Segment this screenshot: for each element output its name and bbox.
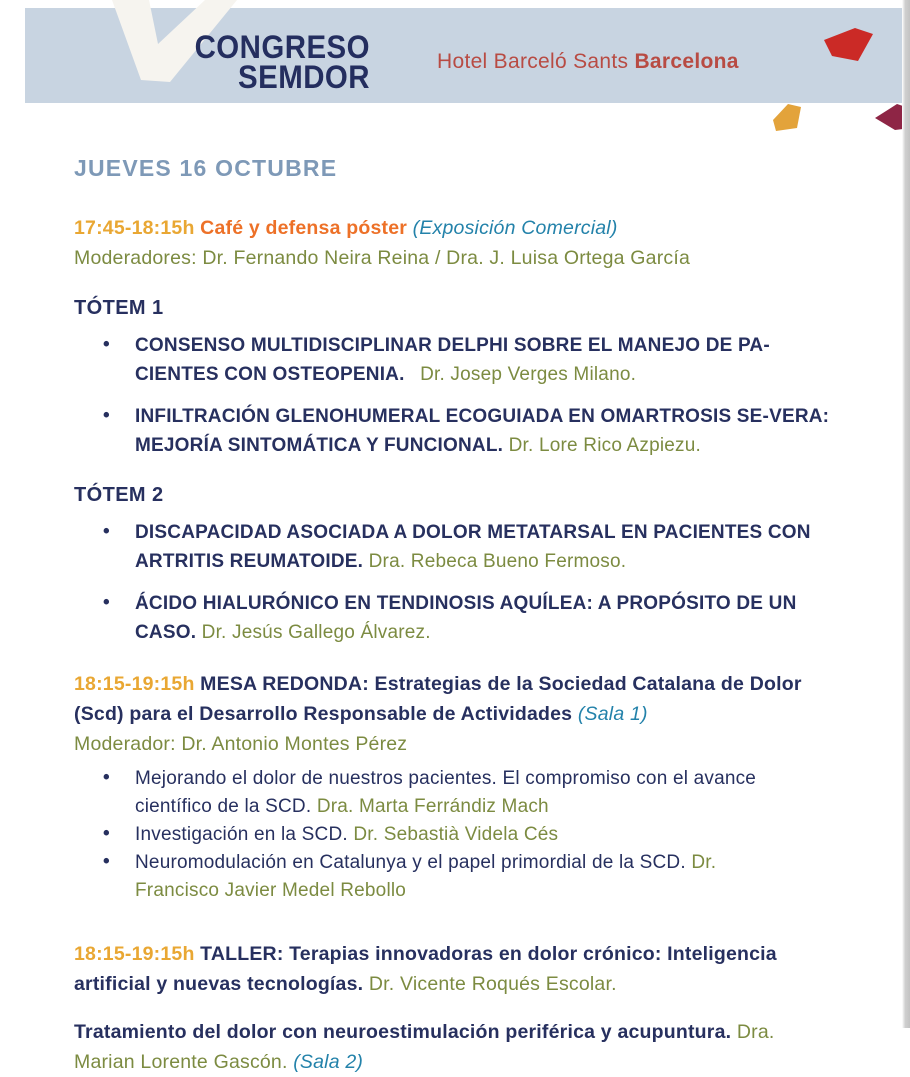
agenda-item (74, 589, 846, 647)
item-title: DISCAPACIDAD ASOCIADA A DOLOR METATARSAL EN PACIENTES CON ARTRITIS REUMATOIDE. (135, 522, 811, 572)
item-title: INFILTRACIÓN GLENOHUMERAL ECOGUIADA EN OMARTROSIS SE-VERA: MEJORÍA SINTOMÁTICA Y FUNCIONAL. (135, 406, 830, 456)
session-room: (Sala 2) (293, 1051, 364, 1073)
bullet-icon: • (103, 767, 110, 788)
confetti-red-icon (822, 27, 874, 63)
bullet-icon: • (103, 823, 110, 844)
session-location: (Exposición Comercial) (412, 217, 618, 239)
session-taller (74, 939, 839, 999)
item-speaker: Dr. Lore Rico Azpiezu. (508, 435, 701, 456)
totem-2-items (74, 518, 846, 647)
totem-2-heading: TÓTEM 2 (74, 484, 164, 506)
mesa-items (74, 765, 819, 905)
session-speaker: Dr. Vicente Roqués Escolar. (368, 973, 617, 995)
item-title: ÁCIDO HIALURÓNICO EN TENDINOSIS AQUÍLEA: A PROPÓSITO DE UN CASO. (135, 593, 797, 643)
venue-hotel: Hotel Barceló Sants (437, 50, 635, 73)
session-title-line (74, 939, 839, 999)
section-totem-1 (74, 297, 846, 460)
totem-1-items (74, 331, 846, 460)
session-title-line (74, 213, 846, 243)
agenda-item (74, 518, 846, 576)
bullet-icon: • (103, 405, 110, 426)
session-title: TALLER: Terapias innovadoras en dolor crónico: Inteligencia artificial y nuevas tecnologías. (74, 943, 777, 995)
section-totem-2 (74, 484, 846, 647)
bullet-icon: • (103, 851, 110, 872)
item-title: Neuromodulación en Catalunya y el papel primordial de la SCD. (135, 852, 692, 873)
confetti-maroon-icon (875, 103, 903, 131)
session-title: MESA REDONDA: Estrategias de la Sociedad Catalana de Dolor (Scd) para el Desarrollo Responsable de Actividades (74, 673, 802, 725)
item-title: CONSENSO MULTIDISCIPLINAR DELPHI SOBRE EL MANEJO DE PA-CIENTES CON OSTEOPENIA. (135, 335, 770, 385)
session-title-line (74, 669, 819, 729)
item-speaker: Dra. Marta Ferrándiz Mach (316, 796, 549, 817)
program-content (74, 155, 846, 1077)
confetti-gold-icon (771, 103, 803, 132)
page-edge (902, 0, 910, 1028)
session-time: 18:15-19:15h (74, 943, 201, 965)
item-title: Investigación en la SCD. (135, 824, 354, 845)
session-title: Café y defensa póster (200, 217, 413, 239)
item-speaker: Dr. Josep Verges Milano. (420, 364, 637, 385)
session-time: 17:45-18:15h (74, 217, 201, 239)
bullet-icon: • (103, 592, 110, 613)
item-title: Mejorando el dolor de nuestros pacientes. El compromiso con el avance científico de la SCD. (135, 768, 757, 817)
header-band (25, 8, 903, 103)
logo-line-semdor: SEMDOR (238, 59, 370, 95)
agenda-item (74, 331, 846, 389)
agenda-item (74, 821, 795, 849)
session-mesa-redonda (74, 669, 819, 905)
session-coffee-poster (74, 213, 846, 273)
item-speaker: Dr. Sebastià Videla Cés (353, 824, 559, 845)
agenda-item (74, 765, 795, 821)
logo-line-congreso: CONGRESO (194, 29, 370, 65)
session-title: Tratamiento del dolor con neuroestimulación periférica y acupuntura. (74, 1021, 737, 1043)
session-room: (Sala 1) (577, 703, 648, 725)
agenda-item (74, 849, 795, 905)
session-moderator: Moderador: Dr. Antonio Montes Pérez (74, 733, 408, 755)
session-moderators: Moderadores: Dr. Fernando Neira Reina / Dra. J. Luisa Ortega García (74, 247, 691, 269)
date-heading: JUEVES 16 OCTUBRE (74, 155, 338, 181)
item-speaker: Dr. Jesús Gallego Álvarez. (201, 622, 431, 643)
item-speaker: Dra. Rebeca Bueno Fermoso. (368, 551, 627, 572)
venue-text (437, 50, 739, 74)
session-time: 18:15-19:15h (74, 673, 201, 695)
agenda-item (74, 402, 846, 460)
venue-city: Barcelona (634, 50, 739, 73)
session-speaker: Dra. Marian Lorente Gascón. (74, 1021, 775, 1073)
item-speaker: Dr. Francisco Javier Medel Rebollo (135, 852, 717, 901)
session-title-line (74, 1017, 839, 1077)
session-tratamiento (74, 1017, 839, 1077)
bullet-icon: • (103, 334, 110, 355)
bullet-icon: • (103, 521, 110, 542)
congress-logo (181, 29, 370, 95)
totem-1-heading: TÓTEM 1 (74, 297, 164, 319)
